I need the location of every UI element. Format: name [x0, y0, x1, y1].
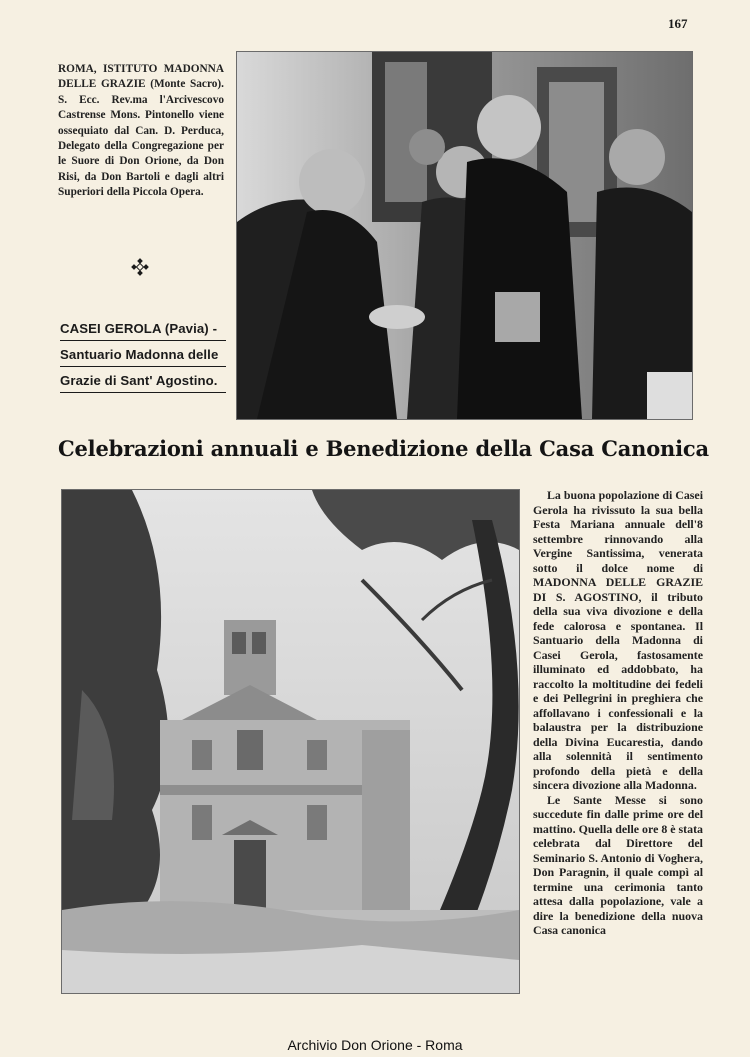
diamond-ornament-icon — [131, 258, 149, 276]
section-heading-line: Santuario Madonna delle — [60, 341, 226, 367]
page-number: 167 — [668, 16, 688, 31]
archive-footer: Archivio Don Orione - Roma — [287, 1037, 463, 1053]
article-headline: Celebrazioni annuali e Benedizione della Casa Canonica — [58, 436, 709, 461]
photo-caption: ROMA, ISTITUTO MADONNA DELLE GRAZIE (Monte Sacro). S. Ecc. Rev.ma l'Arcivescovo Castrense Mons. Pintonello viene ossequiato dal Can. D. Perduca, Delegato della Congregazione per le Suore di Don Orione, da Don Risi, da Don Bartoli e dagli altri Superiori della Piccola Opera. — [58, 63, 224, 199]
sanctuary-church-photo — [62, 490, 519, 993]
section-heading-line: Grazie di Sant' Agostino. — [60, 367, 226, 393]
article-paragraph: La buona popolazione di Casei Gerola ha rivissuto la sua bella Festa Mariana annuale dell'8 settembre rinnovando alla Vergine Santissima, venerata sotto il dolce nome di MADONNA DELLE GRAZIE DI S. AGOSTINO, il tributo della sua viva divozione e della fede calorosa e spontanea. Il Santuario della Madonna di Casei Gerola, fastosamente illuminato ed addobbato, ha raccolto la moltitudine dei fedeli e dei Pellegrini in preghiera che affollavano i confessionali e la balaustra per la distribuzione della Divina Eucarestia, dando alla solennità il sentimento profondo della pietà e della sincera divozione alla Madonna. — [533, 488, 703, 792]
article-paragraph: Le Sante Messe si sono succedute fin dalle prime ore del mattino. Quella delle ore 8 è stata celebrata dal Direttore del Seminario S. Antonio di Voghera, Don Paragnin, il quale compì al termine una cerimonia tanto attesa dalla popolazione, vale a dire la benedizione della nuova Casa canonica — [533, 792, 703, 937]
section-heading-line: CASEI GEROLA (Pavia) - — [60, 315, 226, 341]
clergy-greeting-photo — [237, 52, 692, 419]
article-body — [533, 488, 703, 938]
section-heading — [60, 315, 226, 393]
